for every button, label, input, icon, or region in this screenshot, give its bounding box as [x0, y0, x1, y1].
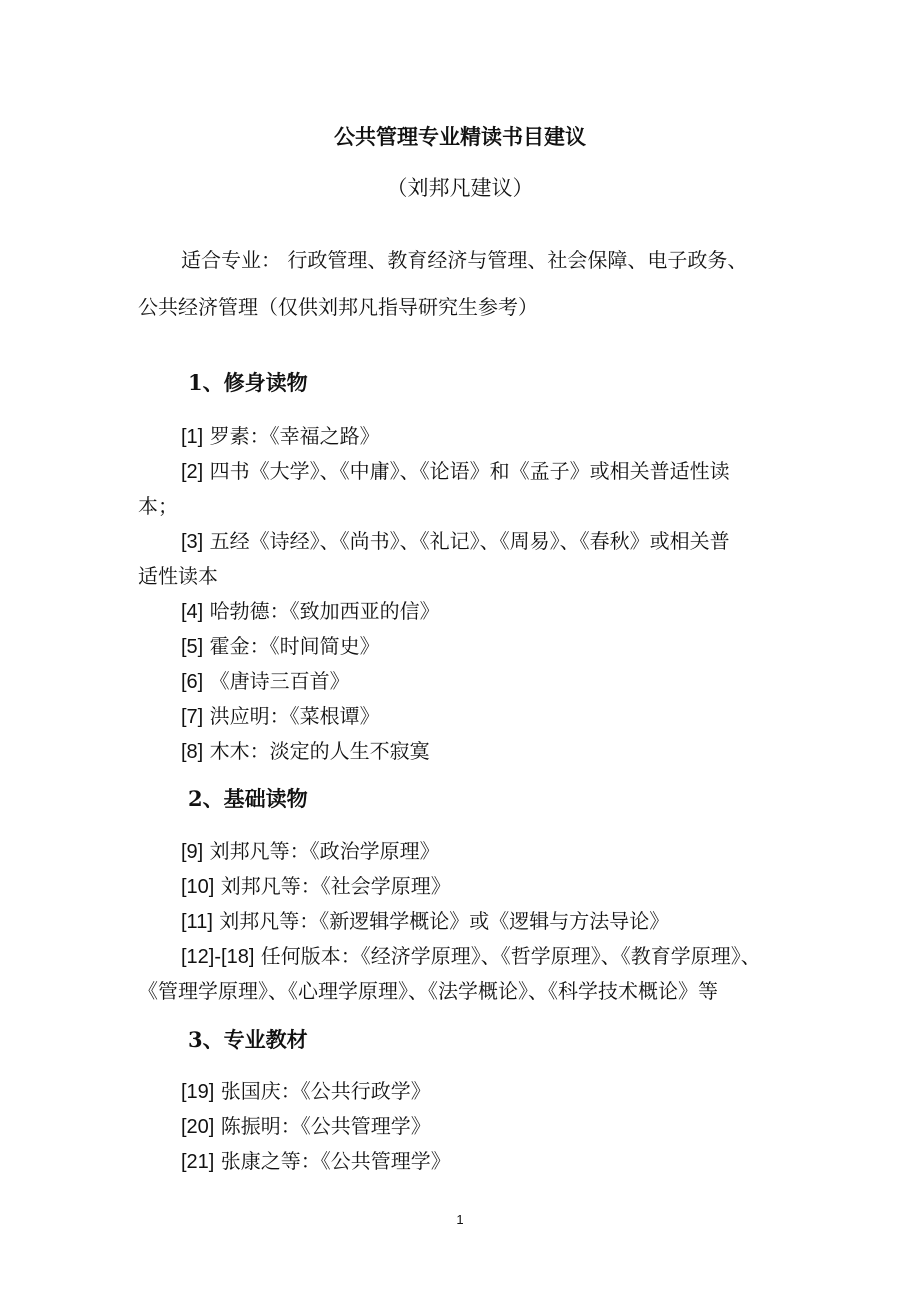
- item-text: 刘邦凡等：《社会学原理》: [220, 874, 451, 898]
- item-number: [3]: [181, 531, 204, 553]
- item-number: [7]: [181, 706, 204, 728]
- list-item: [181, 423, 380, 450]
- item-number: [2]: [181, 461, 204, 483]
- item-text: 《唐诗三百首》: [209, 669, 350, 693]
- list-item-continuation: 本；: [138, 494, 178, 518]
- document-title: 公共管理专业精读书目建议: [334, 124, 586, 149]
- item-number: [6]: [181, 671, 204, 693]
- item-text: 四书《大学》、《中庸》、《论语》和《孟子》或相关普适性读: [209, 459, 730, 483]
- list-item: [181, 633, 380, 660]
- list-item: [181, 1078, 431, 1105]
- list-item: [181, 738, 430, 765]
- item-number: [8]: [181, 741, 204, 763]
- item-number: [11]: [181, 911, 213, 933]
- item-number: [19]: [181, 1081, 215, 1103]
- list-item: [181, 943, 761, 970]
- list-item: [181, 458, 730, 485]
- list-item: [181, 668, 350, 695]
- item-number: [5]: [181, 636, 204, 658]
- section-heading: 1、修身读物: [188, 370, 308, 395]
- item-text: 陈振明：《公共管理学》: [220, 1114, 431, 1138]
- list-item: [181, 528, 730, 555]
- item-number: [20]: [181, 1116, 215, 1138]
- item-number: [1]: [181, 426, 204, 448]
- item-text: 哈勃德：《致加西亚的信》: [209, 599, 440, 623]
- item-number: [21]: [181, 1151, 215, 1173]
- item-number: [9]: [181, 841, 204, 863]
- page-number: 1: [456, 1212, 464, 1227]
- document-subtitle: （刘邦凡建议）: [386, 176, 534, 200]
- item-text: 霍金：《时间简史》: [209, 634, 380, 658]
- item-text: 洪应明：《菜根谭》: [209, 704, 380, 728]
- item-text: 刘邦凡等：《政治学原理》: [209, 839, 440, 863]
- intro-text-line-2: 公共经济管理（仅供刘邦凡指导研究生参考）: [138, 295, 538, 319]
- list-item: [181, 873, 451, 900]
- list-item: [181, 1148, 451, 1175]
- list-item: [181, 908, 669, 935]
- list-item-continuation: 《管理学原理》、《心理学原理》、《法学概论》、《科学技术概论》等: [138, 979, 718, 1003]
- item-number: [4]: [181, 601, 204, 623]
- item-number: [12]-[18]: [181, 946, 255, 968]
- item-text: 张康之等：《公共管理学》: [220, 1149, 451, 1173]
- item-text: 任何版本：《经济学原理》、《哲学原理》、《教育学原理》、: [260, 944, 761, 968]
- section-heading: 3、专业教材: [188, 1027, 308, 1052]
- list-item: [181, 838, 440, 865]
- intro-text-line-1: 适合专业： 行政管理、教育经济与管理、社会保障、电子政务、: [181, 248, 748, 272]
- item-text: 刘邦凡等：《新逻辑学概论》或《逻辑与方法导论》: [219, 909, 670, 933]
- list-item-continuation: 适性读本: [138, 564, 218, 588]
- item-text: 五经《诗经》、《尚书》、《礼记》、《周易》、《春秋》或相关普: [209, 529, 730, 553]
- list-item: [181, 1113, 431, 1140]
- item-number: [10]: [181, 876, 215, 898]
- item-text: 木木：淡定的人生不寂寞: [209, 739, 430, 763]
- item-text: 罗素：《幸福之路》: [209, 424, 380, 448]
- section-heading: 2、基础读物: [188, 786, 308, 811]
- list-item: [181, 703, 380, 730]
- item-text: 张国庆：《公共行政学》: [220, 1079, 431, 1103]
- list-item: [181, 598, 440, 625]
